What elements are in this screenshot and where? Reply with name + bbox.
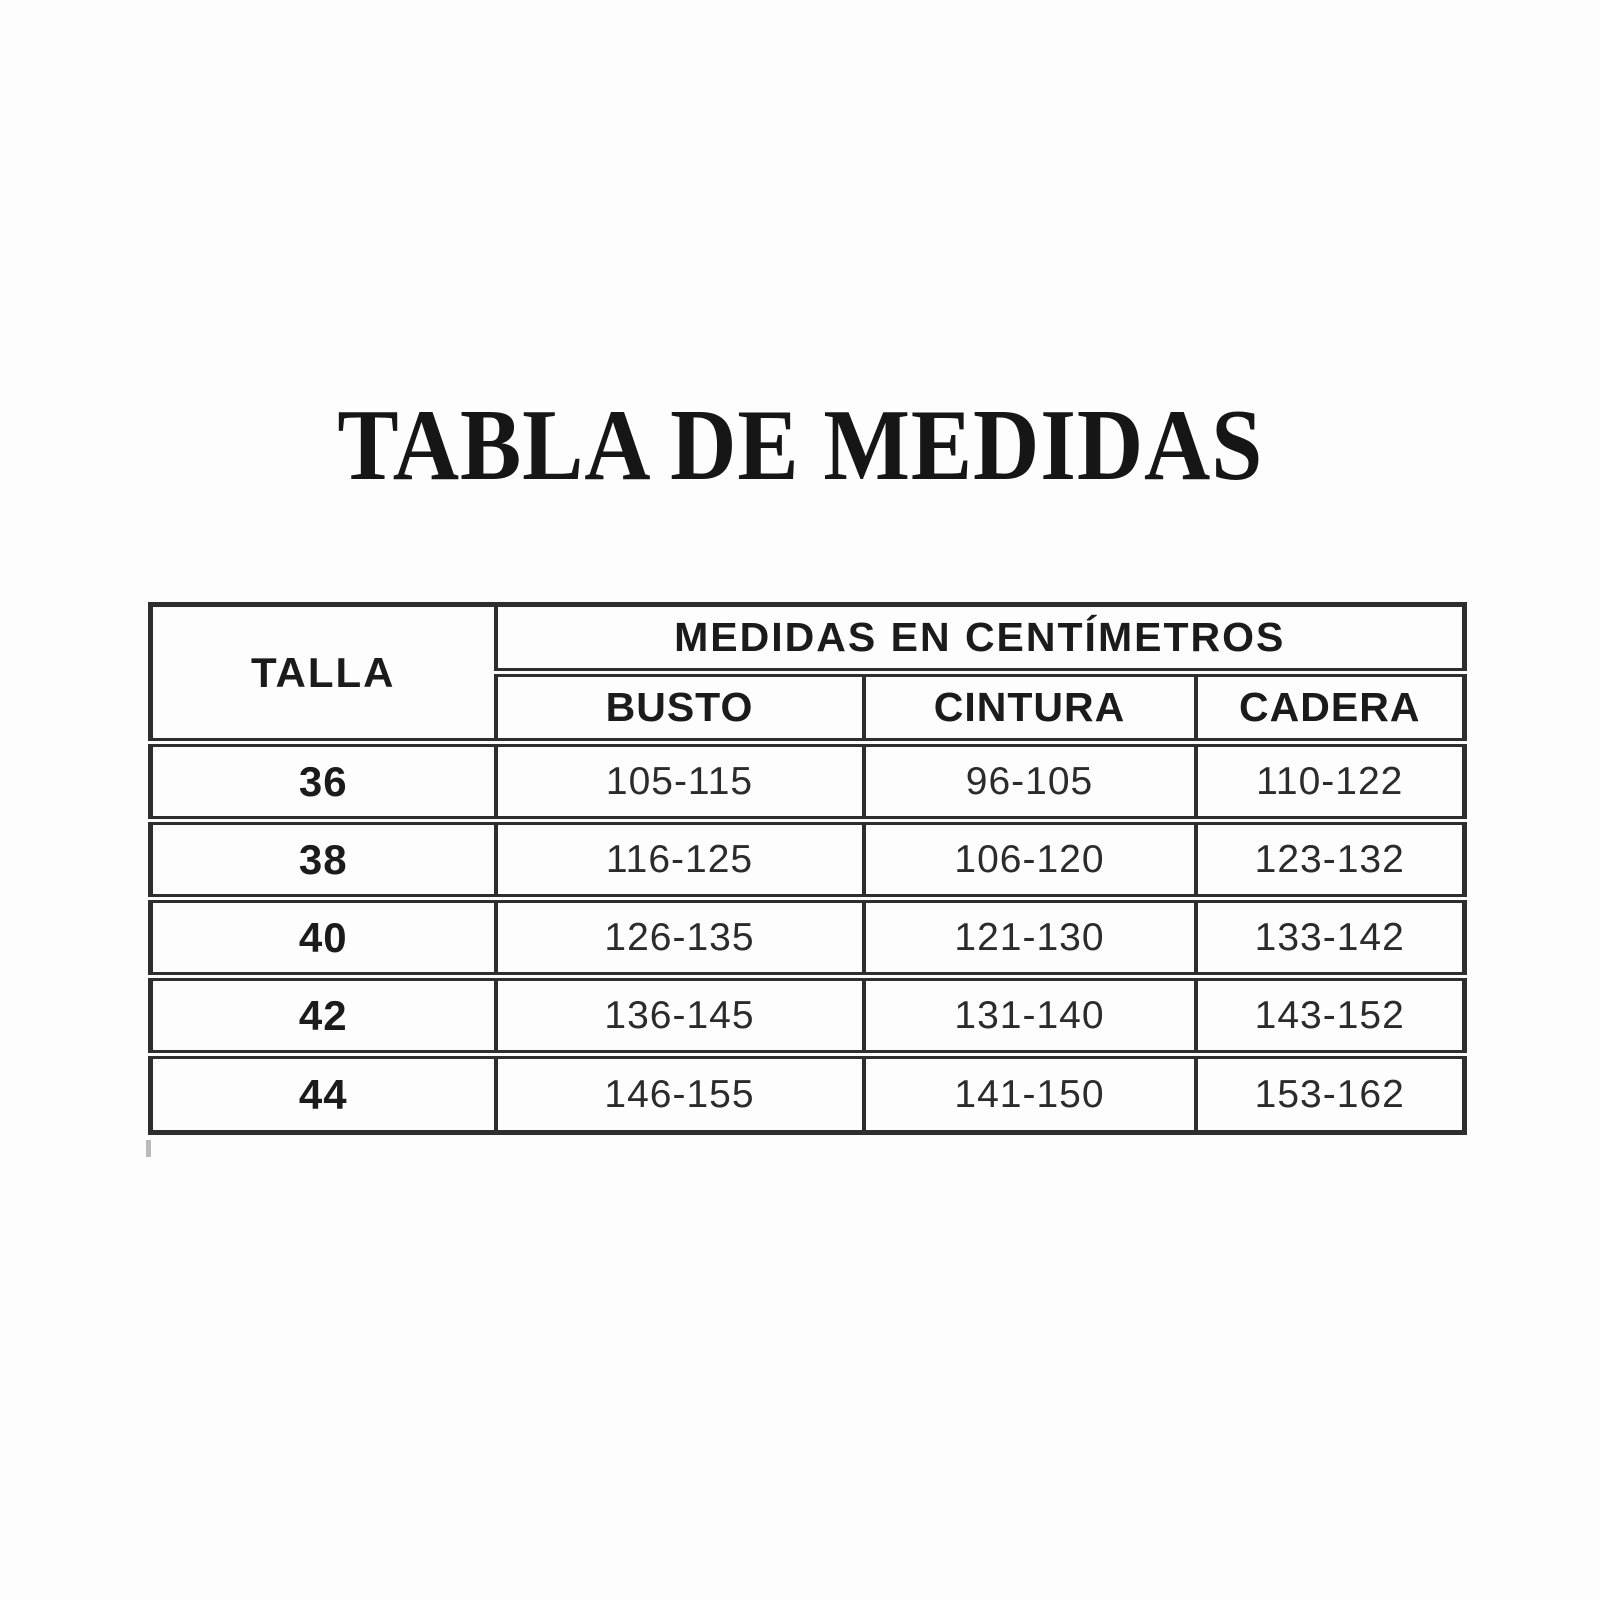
table-row: [151, 821, 1465, 899]
cintura-value-cell: 106-120: [864, 821, 1196, 899]
cintura-value-cell: 121-130: [864, 899, 1196, 977]
column-header-busto: BUSTO: [496, 673, 864, 743]
cadera-value-cell: 153-162: [1196, 1055, 1465, 1133]
table-row: [151, 743, 1465, 821]
column-header-cadera: CADERA: [1196, 673, 1465, 743]
size-cell: 44: [151, 1055, 496, 1133]
cintura-value-cell: 141-150: [864, 1055, 1196, 1133]
cintura-value-cell: 131-140: [864, 977, 1196, 1055]
size-cell: 40: [151, 899, 496, 977]
page-title: [0, 389, 1600, 502]
group-header-cell: MEDIDAS EN CENTÍMETROS: [496, 605, 1465, 673]
cadera-value-cell: 143-152: [1196, 977, 1465, 1055]
busto-value-cell: 136-145: [496, 977, 864, 1055]
column-header-cintura: CINTURA: [864, 673, 1196, 743]
page-title-text: TABLA DE MEDIDAS: [337, 389, 1263, 502]
busto-value-cell: 116-125: [496, 821, 864, 899]
size-cell: 42: [151, 977, 496, 1055]
busto-value-cell: 105-115: [496, 743, 864, 821]
busto-value-cell: 146-155: [496, 1055, 864, 1133]
talla-header-cell: TALLA: [250, 648, 396, 696]
cadera-value-cell: 110-122: [1196, 743, 1465, 821]
table-row: [151, 977, 1465, 1055]
busto-value-cell: 126-135: [496, 899, 864, 977]
size-cell: 38: [151, 821, 496, 899]
table-header-row-group: [151, 605, 1465, 673]
measurements-table: [148, 602, 1467, 1135]
size-cell: 36: [151, 743, 496, 821]
cadera-value-cell: 133-142: [1196, 899, 1465, 977]
table-row: [151, 899, 1465, 977]
scan-artifact-mark: [146, 1140, 151, 1157]
cintura-value-cell: 96-105: [864, 743, 1196, 821]
cadera-value-cell: 123-132: [1196, 821, 1465, 899]
table-row: [151, 1055, 1465, 1133]
